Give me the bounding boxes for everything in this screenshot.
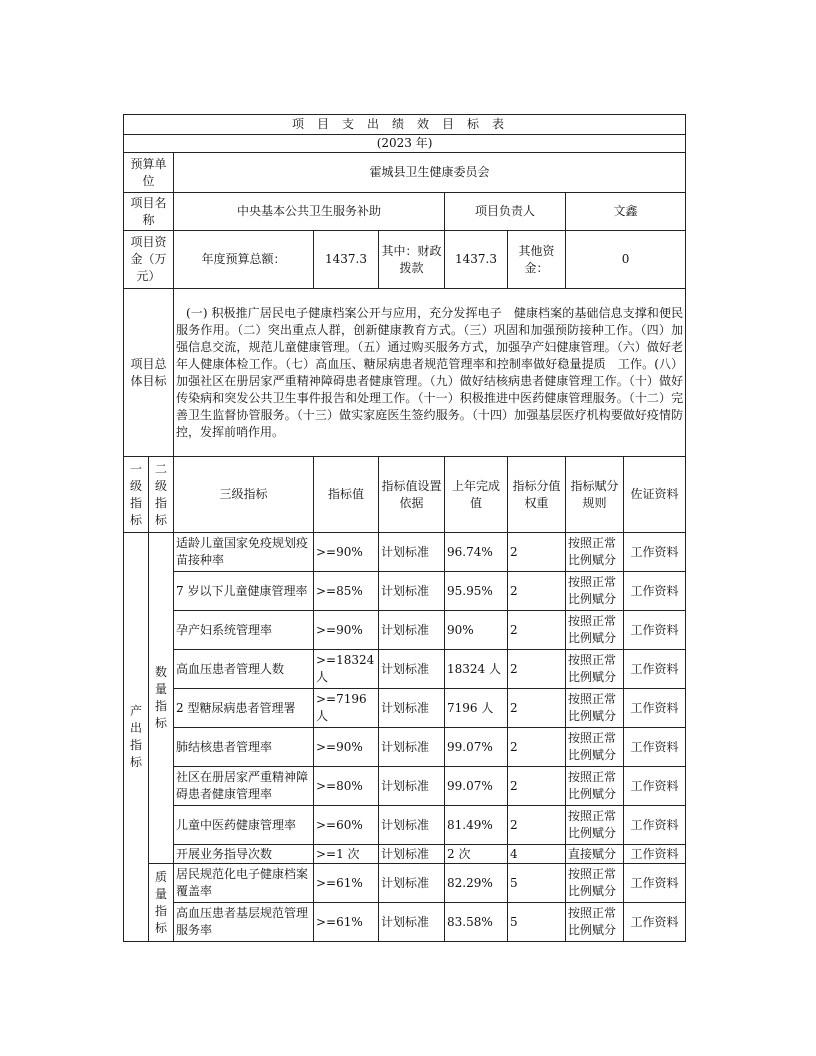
indicator-weight: 2 bbox=[508, 650, 566, 689]
indicator-basis: 计划标准 bbox=[379, 728, 445, 767]
table-row bbox=[124, 533, 686, 572]
indicator-evidence: 工作资料 bbox=[624, 903, 686, 942]
table-row bbox=[124, 903, 686, 942]
indicator-rule: 按照正常比例赋分 bbox=[566, 903, 624, 942]
budget-unit-label: 预算单位 bbox=[124, 153, 174, 193]
indicator-basis: 计划标准 bbox=[379, 689, 445, 728]
table-row bbox=[124, 650, 686, 689]
header-level3: 三级指标 bbox=[174, 457, 314, 533]
indicator-value: >=61% bbox=[314, 903, 379, 942]
indicator-rule: 按照正常比例赋分 bbox=[566, 728, 624, 767]
indicator-value: >=61% bbox=[314, 864, 379, 903]
indicator-weight: 4 bbox=[508, 845, 566, 864]
indicator-weight: 2 bbox=[508, 572, 566, 611]
other-funds-value: 0 bbox=[566, 231, 686, 289]
indicator-name: 居民规范化电子健康档案覆盖率 bbox=[174, 864, 314, 903]
indicator-value: >=1 次 bbox=[314, 845, 379, 864]
indicator-rule: 按照正常比例赋分 bbox=[566, 650, 624, 689]
header-last-year: 上年完成值 bbox=[445, 457, 508, 533]
project-leader-label: 项目负责人 bbox=[445, 193, 566, 231]
indicator-value: >=90% bbox=[314, 728, 379, 767]
indicator-weight: 2 bbox=[508, 611, 566, 650]
indicator-basis: 计划标准 bbox=[379, 864, 445, 903]
indicator-last-year: 2 次 bbox=[445, 845, 508, 864]
overall-goal-text: (一) 积极推广居民电子健康档案公开与应用，充分发挥电子 健康档案的基础信息支撑和便民服务作用。（二）突出重点人群，创新健康教育方式。（三）巩固和加强预防接种工作。（四）加强信息交流，规范儿童健康管理。（五）通过购买服务方式，加强孕产妇健康管理。（六）做好老年人健康体检工作。（七）高血压、糖尿病患者规范管理率和控制率做好稳量提质 工作。(八）加强社区在册居家严重精神障碍患者健康管理。（九）做好结核病患者健康管理工作。（十）做好传染病和突发公共卫生事件报告和处理工作。（十一）积极推进中医药健康管理服务。（十二）完善卫生监督协管服务。（十三）做实家庭医生签约服务。（十四）加强基层医疗机构要做好疫情防控，发挥前哨作用。 bbox=[174, 289, 686, 457]
indicator-rule: 按照正常比例赋分 bbox=[566, 689, 624, 728]
indicator-name: 7 岁以下儿童健康管理率 bbox=[174, 572, 314, 611]
indicator-evidence: 工作资料 bbox=[624, 533, 686, 572]
indicator-name: 肺结核患者管理率 bbox=[174, 728, 314, 767]
indicator-last-year: 18324 人 bbox=[445, 650, 508, 689]
project-name-value: 中央基本公共卫生服务补助 bbox=[174, 193, 445, 231]
indicator-last-year: 83.58% bbox=[445, 903, 508, 942]
indicator-last-year: 95.95% bbox=[445, 572, 508, 611]
indicator-name: 高血压患者基层规范管理服务率 bbox=[174, 903, 314, 942]
project-leader-value: 文鑫 bbox=[566, 193, 686, 231]
indicator-value: >=18324 人 bbox=[314, 650, 379, 689]
header-evidence: 佐证资料 bbox=[624, 457, 686, 533]
other-funds-label: 其他资金： bbox=[508, 231, 566, 289]
indicator-weight: 2 bbox=[508, 533, 566, 572]
group-output: 产出指标 bbox=[124, 533, 149, 942]
table-row bbox=[124, 689, 686, 728]
indicator-rule: 按照正常比例赋分 bbox=[566, 572, 624, 611]
header-value: 指标值 bbox=[314, 457, 379, 533]
indicator-rule: 按照正常比例赋分 bbox=[566, 864, 624, 903]
project-name-label: 项目名称 bbox=[124, 193, 174, 231]
indicator-basis: 计划标准 bbox=[379, 767, 445, 806]
indicator-last-year: 96.74% bbox=[445, 533, 508, 572]
indicator-value: >=90% bbox=[314, 611, 379, 650]
header-weight: 指标分值权重 bbox=[508, 457, 566, 533]
indicator-basis: 计划标准 bbox=[379, 533, 445, 572]
table-title: 项目支出绩效目标表 bbox=[124, 115, 686, 135]
indicator-last-year: 99.07% bbox=[445, 767, 508, 806]
indicator-value: >=90% bbox=[314, 533, 379, 572]
indicator-basis: 计划标准 bbox=[379, 806, 445, 845]
indicator-rule: 按照正常比例赋分 bbox=[566, 767, 624, 806]
indicator-evidence: 工作资料 bbox=[624, 611, 686, 650]
indicator-basis: 计划标准 bbox=[379, 845, 445, 864]
indicator-weight: 2 bbox=[508, 728, 566, 767]
table-row bbox=[124, 611, 686, 650]
indicator-last-year: 90% bbox=[445, 611, 508, 650]
indicator-name: 适龄儿童国家免疫规划疫苗接种率 bbox=[174, 533, 314, 572]
indicator-value: >=80% bbox=[314, 767, 379, 806]
table-row bbox=[124, 864, 686, 903]
table-row bbox=[124, 728, 686, 767]
annual-total-value: 1437.3 bbox=[314, 231, 379, 289]
header-level1: 一级指标 bbox=[124, 457, 149, 533]
indicator-value: >=7196 人 bbox=[314, 689, 379, 728]
indicator-evidence: 工作资料 bbox=[624, 806, 686, 845]
indicator-rule: 按照正常比例赋分 bbox=[566, 806, 624, 845]
indicator-last-year: 81.49% bbox=[445, 806, 508, 845]
performance-target-table bbox=[123, 114, 686, 942]
indicator-weight: 2 bbox=[508, 767, 566, 806]
indicator-evidence: 工作资料 bbox=[624, 767, 686, 806]
indicator-basis: 计划标准 bbox=[379, 903, 445, 942]
indicator-last-year: 99.07% bbox=[445, 728, 508, 767]
fiscal-label: 其中：财政拨款 bbox=[379, 231, 445, 289]
table-row bbox=[124, 767, 686, 806]
indicator-name: 孕产妇系统管理率 bbox=[174, 611, 314, 650]
indicator-evidence: 工作资料 bbox=[624, 572, 686, 611]
indicator-rule: 按照正常比例赋分 bbox=[566, 611, 624, 650]
indicator-weight: 2 bbox=[508, 806, 566, 845]
indicator-evidence: 工作资料 bbox=[624, 845, 686, 864]
indicator-evidence: 工作资料 bbox=[624, 864, 686, 903]
indicator-evidence: 工作资料 bbox=[624, 650, 686, 689]
project-funds-label: 项目资金（万元） bbox=[124, 231, 174, 289]
indicator-rule: 按照正常比例赋分 bbox=[566, 533, 624, 572]
indicator-weight: 5 bbox=[508, 903, 566, 942]
table-year: (2023 年) bbox=[124, 135, 686, 153]
budget-unit-value: 霍城县卫生健康委员会 bbox=[174, 153, 686, 193]
header-basis: 指标值设置依据 bbox=[379, 457, 445, 533]
indicator-basis: 计划标准 bbox=[379, 572, 445, 611]
indicator-basis: 计划标准 bbox=[379, 650, 445, 689]
table-row bbox=[124, 845, 686, 864]
indicator-basis: 计划标准 bbox=[379, 611, 445, 650]
indicator-value: >=85% bbox=[314, 572, 379, 611]
indicator-name: 社区在册居家严重精神障碍患者健康管理率 bbox=[174, 767, 314, 806]
fiscal-value: 1437.3 bbox=[445, 231, 508, 289]
annual-total-label: 年度预算总额： bbox=[174, 231, 314, 289]
header-rule: 指标赋分规则 bbox=[566, 457, 624, 533]
table-row bbox=[124, 806, 686, 845]
table-row bbox=[124, 572, 686, 611]
indicator-weight: 2 bbox=[508, 689, 566, 728]
indicator-rule: 直接赋分 bbox=[566, 845, 624, 864]
indicator-value: >=60% bbox=[314, 806, 379, 845]
header-level2: 二级指标 bbox=[149, 457, 174, 533]
indicator-name: 高血压患者管理人数 bbox=[174, 650, 314, 689]
overall-goal-label: 项目总体目标 bbox=[124, 289, 174, 457]
indicator-evidence: 工作资料 bbox=[624, 728, 686, 767]
indicator-name: 儿童中医药健康管理率 bbox=[174, 806, 314, 845]
indicator-last-year: 7196 人 bbox=[445, 689, 508, 728]
indicator-name: 2 型糖尿病患者管理署 bbox=[174, 689, 314, 728]
group-quality: 质量指标 bbox=[149, 864, 174, 942]
indicator-weight: 5 bbox=[508, 864, 566, 903]
indicator-name: 开展业务指导次数 bbox=[174, 845, 314, 864]
indicator-evidence: 工作资料 bbox=[624, 689, 686, 728]
indicator-last-year: 82.29% bbox=[445, 864, 508, 903]
group-quantity: 数量指标 bbox=[149, 533, 174, 864]
